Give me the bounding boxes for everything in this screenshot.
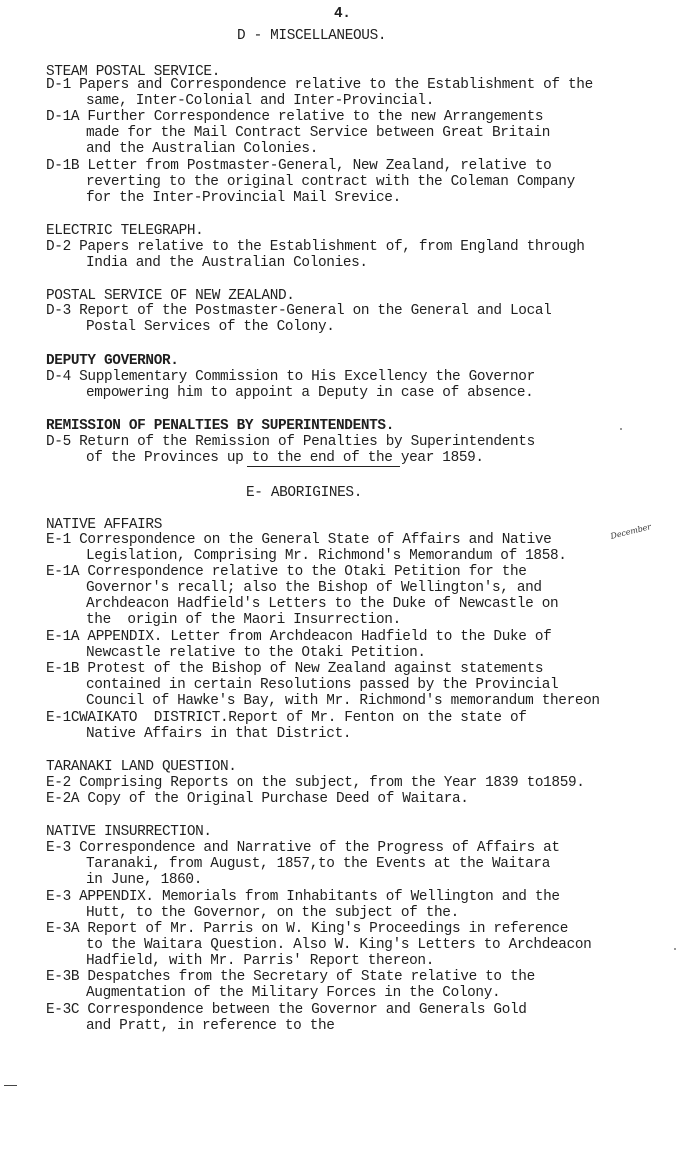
entry-line: same, Inter-Colonial and Inter-Provincial. (86, 93, 435, 109)
entry-line: E-3 Correspondence and Narrative of the Progress of Affairs at (46, 840, 560, 856)
entry-line: Council of Hawke's Bay, with Mr. Richmond's memorandum thereon (86, 693, 600, 709)
typed-underline (247, 466, 400, 467)
entry-line: India and the Australian Colonies. (86, 255, 368, 271)
group-heading-steam-postal: STEAM POSTAL SERVICE. (46, 64, 221, 80)
group-heading-postal-service: POSTAL SERVICE OF NEW ZEALAND. (46, 288, 295, 304)
entry-line: E-1CWAIKATO DISTRICT.Report of Mr. Fenton on the state of (46, 710, 527, 726)
margin-mark (4, 1085, 17, 1086)
entry-line: E-1 Correspondence on the General State of Affairs and Native (46, 532, 552, 548)
scan-speck (620, 428, 622, 430)
entry-line: D-1 Papers and Correspondence relative to the Establishment of the (46, 77, 593, 93)
entry-line: D-2 Papers relative to the Establishment of, from England through (46, 239, 585, 255)
group-heading-native-insurrection: NATIVE INSURRECTION. (46, 824, 212, 840)
entry-line: Taranaki, from August, 1857,to the Events at the Waitara (86, 856, 551, 872)
entry-line: Hutt, to the Governor, on the subject of the. (86, 905, 459, 921)
entry-line: E-3A Report of Mr. Parris on W. King's Proceedings in reference (46, 921, 569, 937)
group-heading-native-affairs: NATIVE AFFAIRS (46, 517, 163, 533)
entry-line: D-1B Letter from Postmaster-General, New Zealand, relative to (46, 158, 552, 174)
entry-line: to the Waitara Question. Also W. King's Letters to Archdeacon (86, 937, 592, 953)
entry-line: D-3 Report of the Postmaster-General on the General and Local (46, 303, 552, 319)
entry-line: of the Provinces up to the end of the year 1859. (86, 450, 484, 466)
entry-line: D-4 Supplementary Commission to His Excellency the Governor (46, 369, 535, 385)
section-title-e: E- ABORIGINES. (246, 485, 363, 501)
entry-line: for the Inter-Provincial Mail Srevice. (86, 190, 401, 206)
section-title-d: D - MISCELLANEOUS. (237, 28, 387, 44)
entry-line: E-3 APPENDIX. Memorials from Inhabitants of Wellington and the (46, 889, 560, 905)
page-number: 4. (334, 6, 351, 22)
entry-line: Hadfield, with Mr. Parris' Report thereon. (86, 953, 435, 969)
handwritten-note: December (609, 522, 653, 541)
entry-line: in June, 1860. (86, 872, 203, 888)
entry-line: E-1A APPENDIX. Letter from Archdeacon Hadfield to the Duke of (46, 629, 552, 645)
scan-speck (674, 948, 676, 950)
entry-line: E-3B Despatches from the Secretary of State relative to the (46, 969, 535, 985)
entry-line: Native Affairs in that District. (86, 726, 352, 742)
entry-line: E-2 Comprising Reports on the subject, from the Year 1839 to1859. (46, 775, 585, 791)
entry-line: Newcastle relative to the Otaki Petition. (86, 645, 426, 661)
entry-line: Governor's recall; also the Bishop of Wellington's, and (86, 580, 542, 596)
entry-line: Augmentation of the Military Forces in the Colony. (86, 985, 501, 1001)
entry-line: E-3C Correspondence between the Governor and Generals Gold (46, 1002, 527, 1018)
entry-line: reverting to the original contract with the Coleman Company (86, 174, 575, 190)
group-heading-deputy-governor: DEPUTY GOVERNOR. (46, 353, 179, 369)
entry-line: made for the Mail Contract Service between Great Britain (86, 125, 551, 141)
entry-line: and Pratt, in reference to the (86, 1018, 335, 1034)
entry-line: Legislation, Comprising Mr. Richmond's Memorandum of 1858. (86, 548, 567, 564)
entry-line: E-1B Protest of the Bishop of New Zealand against statements (46, 661, 544, 677)
entry-line: empowering him to appoint a Deputy in case of absence. (86, 385, 534, 401)
entry-line: D-5 Return of the Remission of Penalties by Superintendents (46, 434, 535, 450)
group-heading-remission: REMISSION OF PENALTIES BY SUPERINTENDENTS. (46, 418, 395, 434)
entry-line: the origin of the Maori Insurrection. (86, 612, 401, 628)
entry-line: Postal Services of the Colony. (86, 319, 335, 335)
entry-line: Archdeacon Hadfield's Letters to the Duke of Newcastle on (86, 596, 559, 612)
entry-line: E-1A Correspondence relative to the Otaki Petition for the (46, 564, 527, 580)
group-heading-electric-telegraph: ELECTRIC TELEGRAPH. (46, 223, 204, 239)
entry-line: contained in certain Resolutions passed by the Provincial (86, 677, 559, 693)
entry-line: D-1A Further Correspondence relative to the new Arrangements (46, 109, 544, 125)
group-heading-taranaki: TARANAKI LAND QUESTION. (46, 759, 237, 775)
entry-line: E-2A Copy of the Original Purchase Deed of Waitara. (46, 791, 469, 807)
entry-line: and the Australian Colonies. (86, 141, 319, 157)
